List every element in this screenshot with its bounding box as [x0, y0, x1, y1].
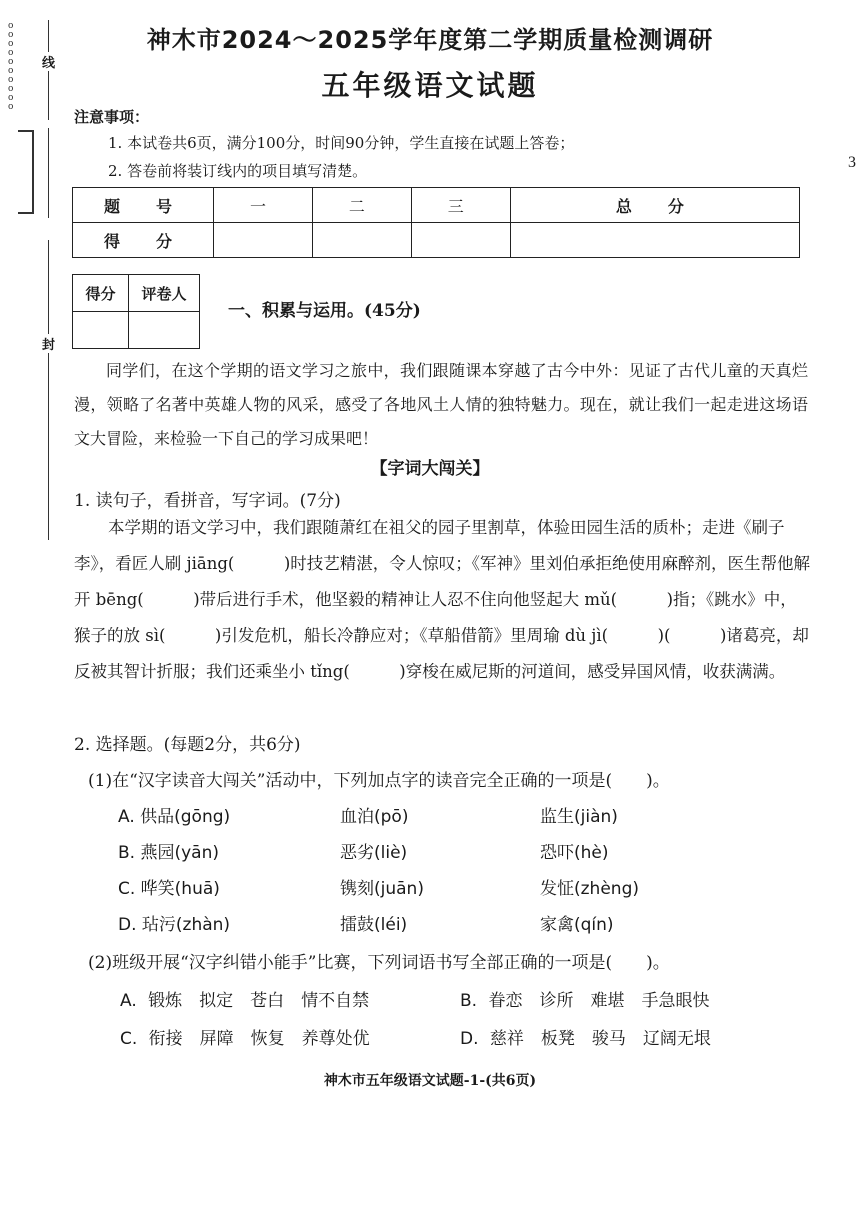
score-table-header-row [73, 188, 800, 223]
grader-score-label: 得分 [73, 275, 129, 312]
subsection-heading: 【字词大闯关】 [370, 459, 490, 479]
q2-sub2-option-b: B. 眷恋 诊所 难堪 手急眼快 [460, 991, 710, 1011]
score-cell-total[interactable] [510, 223, 799, 258]
q2-sub1-option-a3: 监生(jiàn) [540, 807, 618, 827]
binding-char-feng: 封 [42, 334, 55, 353]
section1-heading: 一、积累与运用。(45分) [228, 301, 421, 321]
score-table-score-row [73, 223, 800, 258]
exam-subtitle: 五年级语文试题 [321, 69, 539, 102]
grader-name-cell[interactable] [129, 312, 200, 349]
score-cell-3[interactable] [411, 223, 510, 258]
q2-sub2-option-c: C. 衔接 屏障 恢复 养尊处优 [120, 1029, 370, 1049]
note-item-2: 2. 答卷前将装订线内的项目填写清楚。 [108, 162, 368, 180]
binding-line-lower [48, 240, 49, 540]
q2-sub1-option-c3: 发怔(zhèng) [540, 879, 639, 899]
q2-sub1-option-b2: 恶劣(liè) [340, 843, 408, 863]
grader-box [72, 274, 200, 349]
q2-sub1-option-a2: 血泊(pō) [340, 807, 409, 827]
q2-sub1-option-b1: B. 燕园(yān) [118, 843, 219, 863]
q2-sub1-option-c1: C. 哗笑(huā) [118, 879, 220, 899]
binding-line-middle [48, 128, 49, 218]
page-number: 3 [848, 154, 856, 171]
q2-sub2-option-a: A. 锻炼 拟定 苍白 情不自禁 [120, 991, 370, 1011]
q2-sub1-option-d3: 家禽(qín) [540, 915, 614, 935]
binding-bracket [18, 130, 34, 214]
exam-title: 神木市2024～2025学年度第二学期质量检测调研 [146, 26, 714, 54]
q2-sub1-option-d2: 擂鼓(léi) [340, 915, 408, 935]
score-header-1: 一 [214, 188, 313, 223]
score-table [72, 187, 800, 258]
binding-char-xian: 线 [42, 52, 55, 71]
q2-sub1-stem: (1)在“汉字读音大闯关”活动中，下列加点字的读音完全正确的一项是( )。 [88, 771, 670, 791]
score-cell-1[interactable] [214, 223, 313, 258]
q1-heading: 1. 读句子，看拼音，写字词。(7分) [74, 491, 341, 511]
q1-passage: 本学期的语文学习中，我们跟随萧红在祖父的园子里割草，体验田园生活的质朴；走进《刷子李》，看匠人刷 jiāng( )时技艺精湛，令人惊叹；《军神》里刘伯承拒绝使用麻醉剂，医生帮他解开 bēng( )带后进行手术，他坚毅的精神让人忍不住向他竖起大 mǔ( )指；《跳水》中，猴子的放 sì( )引发危机，船长冷静应对；《草船借箭》里周瑜 dù jì( )( )诸葛亮，却反被其智计折服；我们还乘坐小 tǐng( )穿梭在威尼斯的河道间，感受异国风情，收获满满。 [74, 518, 811, 681]
q2-sub2-option-d: D. 慈祥 板凳 骏马 辽阔无垠 [460, 1029, 711, 1049]
q2-sub2-stem: (2)班级开展“汉字纠错小能手”比赛，下列词语书写全部正确的一项是( )。 [88, 953, 670, 973]
grader-score-cell[interactable] [73, 312, 129, 349]
score-row-label: 得 分 [73, 223, 214, 258]
q2-sub1-option-d1: D. 玷污(zhàn) [118, 915, 231, 935]
q2-sub1-option-c2: 镌刻(juān) [340, 879, 424, 899]
q2-heading: 2. 选择题。(每题2分，共6分) [74, 735, 301, 755]
section1-intro: 同学们，在这个学期的语文学习之旅中，我们跟随课本穿越了古今中外：见证了古代儿童的天真烂漫，领略了名著中英雄人物的风采，感受了各地风土人情的独特魅力。现在，就让我们一起走进这场语文大冒险，来检验一下自己的学习成果吧！ [74, 361, 808, 448]
score-header-label: 题 号 [73, 188, 214, 223]
notes-heading: 注意事项： [74, 108, 150, 126]
score-header-total: 总 分 [510, 188, 799, 223]
grader-name-label: 评卷人 [129, 275, 200, 312]
score-cell-2[interactable] [312, 223, 411, 258]
score-header-3: 三 [411, 188, 510, 223]
page-footer: 神木市五年级语文试题-1-(共6页) [323, 1073, 537, 1089]
q2-sub1-option-a1: A. 供品(gōng) [118, 807, 231, 827]
note-item-1: 1. 本试卷共6页，满分100分，时间90分钟，学生直接在试题上答卷； [108, 134, 575, 152]
binding-rings: oooooooooo [8, 21, 14, 112]
score-header-2: 二 [312, 188, 411, 223]
q2-sub1-option-b3: 恐吓(hè) [540, 843, 609, 863]
